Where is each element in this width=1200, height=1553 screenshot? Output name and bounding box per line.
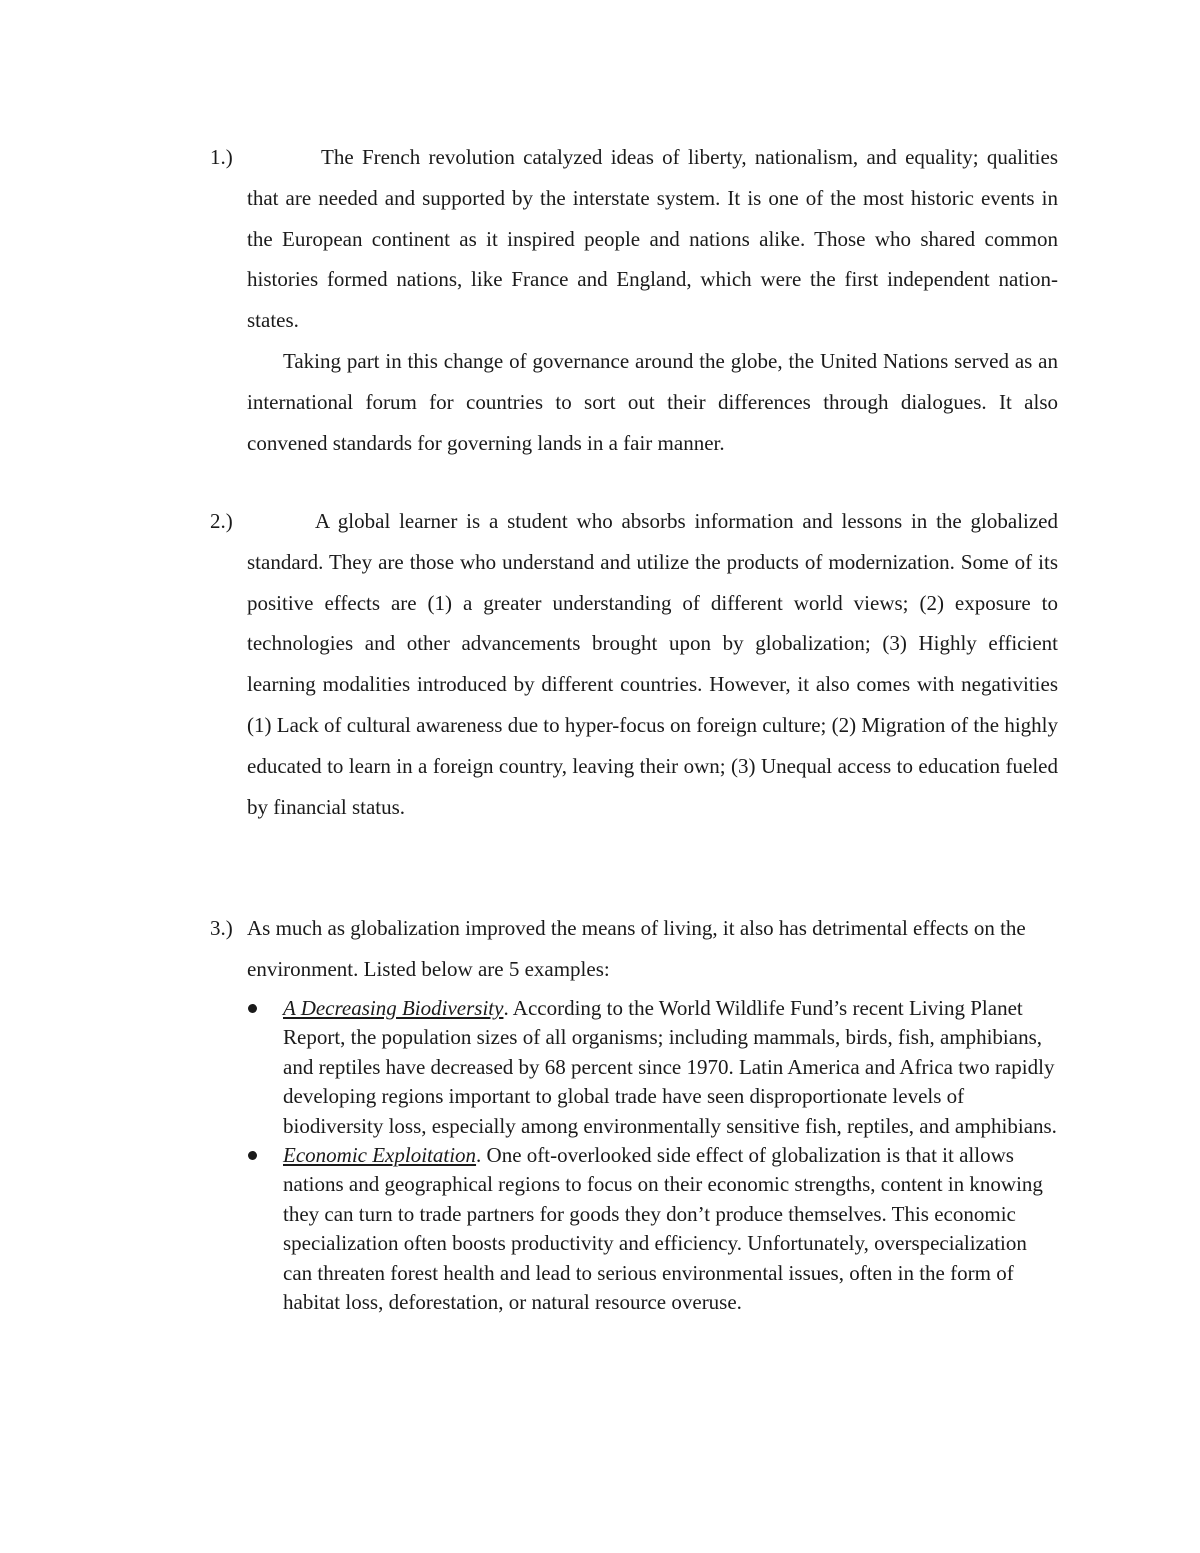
bullet-icon — [248, 1004, 257, 1013]
answer-item-2 — [210, 501, 1058, 827]
item-body — [247, 908, 1058, 990]
paragraph: A global learner is a student who absorbs information and lessons in the globalized standard. They are those who understand and utilize the products of modernization. Some of its positive effects are (1) a greater understanding of different world views; (2) exposure to technologies and other advancements brought upon by globalization; (3) Highly efficient learning modalities introduced by different countries. However, it also comes with negativities (1) Lack of cultural awareness due to hyper-focus on foreign culture; (2) Migration of the highly educated to learn in a foreign country, leaving their own; (3) Unequal access to education fueled by financial status. — [247, 509, 1058, 819]
item-number: 3.) — [210, 916, 233, 940]
answer-item-3 — [210, 908, 1058, 990]
bullet-term: Economic Exploitation — [283, 1143, 477, 1168]
bullet-text: . One oft-overlooked side effect of globalization is that it allows nations and geographical regions to focus on their economic strengths, content in knowing they can turn to trade partners for goods they don’t produce themselves. This economic specialization often boosts productivity and efficiency. Unfortunately, overspecialization can threaten forest health and lead to serious environmental issues, often in the form of habitat loss, deforestation, or natural resource overuse. — [283, 1143, 1043, 1315]
list-item — [246, 994, 1058, 1141]
item-number: 2.) — [210, 509, 233, 533]
bullet-term: A Decreasing Biodiversity — [283, 996, 504, 1020]
paragraph: Taking part in this change of governance around the globe, the United Nations served as an international forum for countries to sort out their differences through dialogues. It also convened standards for governing lands in a fair manner. — [247, 348, 1058, 455]
paragraph: The French revolution catalyzed ideas of liberty, nationalism, and equality; qualities that are needed and supported by the interstate system. It is one of the most historic events in the European continent as it inspired people and nations alike. Those who shared common histories formed nations, like France and England, which were the first independent nation-states. — [247, 145, 1058, 333]
item-body — [247, 501, 1058, 827]
answer-item-1 — [210, 137, 1058, 463]
item-number: 1.) — [210, 145, 233, 169]
bullet-text: . According to the World Wildlife Fund’s recent Living Planet Report, the population sizes of all organisms; including mammals, birds, fish, amphibians, and reptiles have decreased by 68 percent since 1970. Latin America and Africa two rapidly developing regions important to global trade have seen disproportionate levels of biodiversity loss, especially among environmentally sensitive fish, reptiles, and amphibians. — [283, 996, 1057, 1138]
list-item — [246, 1141, 1058, 1317]
bullet-icon — [248, 1151, 257, 1160]
bullet-list — [246, 994, 1058, 1317]
item-body — [247, 137, 1058, 463]
paragraph: As much as globalization improved the means of living, it also has detrimental effects on the environment. Listed below are 5 examples: — [247, 916, 1026, 981]
